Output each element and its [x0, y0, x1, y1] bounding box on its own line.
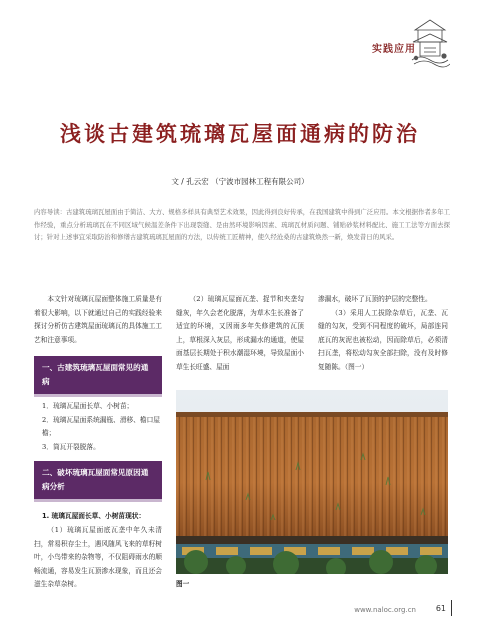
pagoda-sketch-icon: [410, 12, 450, 72]
abstract: 内容导读：古建筑琉璃瓦屋面由于简洁、大方、规格多样具有典型艺术效果，因此得到良好传承，在我国建筑中得到广泛应用。本文根据作者多年工作经验，重点分析琉璃瓦在不同区域气候温差条件下出现裂缝、是由然环境影响因素、琉璃瓦材质问题、铺贴砂浆材料配比、施工工法等方面去探讨；针对上述事宜采取防治和修缮古建筑琉璃瓦屋面的方法，以传统工匠精神，使久经沧桑的古建筑焕然一新，焕发昔日的风采。: [34, 208, 450, 241]
defect-list: [34, 400, 162, 454]
figure-caption: 图一: [176, 580, 190, 588]
list-item: 2．琉璃瓦屋面系统漏瓶、滑移、檐口屋檐；: [42, 415, 160, 438]
column-1-body: [34, 524, 162, 592]
body-paragraph: （1）琉璃瓦屋面底瓦垄中年久未清扫，常易积存尘土，遇风随风飞来的草籽树叶，小鸟带来的杂物等，不仅阻碍雨水的顺畅流通，容易发生瓦顶渗水现象，而且还会滋生杂草杂树。: [34, 526, 162, 589]
body-paragraph: （3）采用人工拔除杂草后，瓦垄、瓦缝的勾灰，受到不同程度的破坏，局部连同底瓦的灰泥也被松动，因而除草后，必须清扫瓦垄，将松动勾灰全部扫除，没有及时修复随陈。（图一）: [318, 308, 448, 371]
roof-photo: [176, 390, 448, 574]
author-line: 文 / 孔云宏 （宁波市园林工程有限公司）: [171, 177, 309, 186]
footer-divider: [451, 600, 452, 616]
body-paragraph: 渗漏水，破坏了瓦顶的护层的完整性。: [318, 295, 432, 303]
list-item: 1．琉璃瓦屋面长草、小树苗；: [42, 402, 134, 410]
section-heading-1: 一、古建筑琉璃瓦屋面常见的通病: [34, 356, 162, 397]
column-3: [318, 293, 448, 375]
section-tag: 实践应用: [372, 44, 416, 55]
page-number: 61: [435, 604, 446, 613]
article-title: 浅谈古建筑琉璃瓦屋面通病的防治: [60, 122, 420, 146]
glazed-tile-roof-image: [176, 390, 448, 574]
body-paragraph: （2）琉璃瓦屋面瓦垄、捉节和夹垄勾缝灰，年久会老化脱落，为草木生长准备了适宜的环境，又因雨多年失修建筑的瓦顶上，草根深入灰层，形成漏水的通道，使屋面基层长期处于积水潮湿环境，导致屋面小草生长旺盛、屋面: [176, 295, 304, 371]
footer-url: www.naloc.org.cn: [354, 606, 416, 614]
intro-paragraph: 本文针对琉璃瓦屋面整体施工质量是有着很大影响，以下就通过自己的实践经验来探讨分析仿古建筑屋面琉璃瓦的具体施工工艺和注意事项。: [34, 295, 162, 344]
section-heading-2: 二、破坏琉璃瓦屋面常见原因通病分析: [34, 461, 162, 502]
column-2: [176, 293, 304, 375]
list-item: 3．筒瓦开裂脱落。: [42, 442, 100, 451]
column-1-intro: [34, 293, 162, 347]
subheading-1: 1. 琉璃瓦屋面长草、小树苗现状：: [42, 512, 146, 520]
